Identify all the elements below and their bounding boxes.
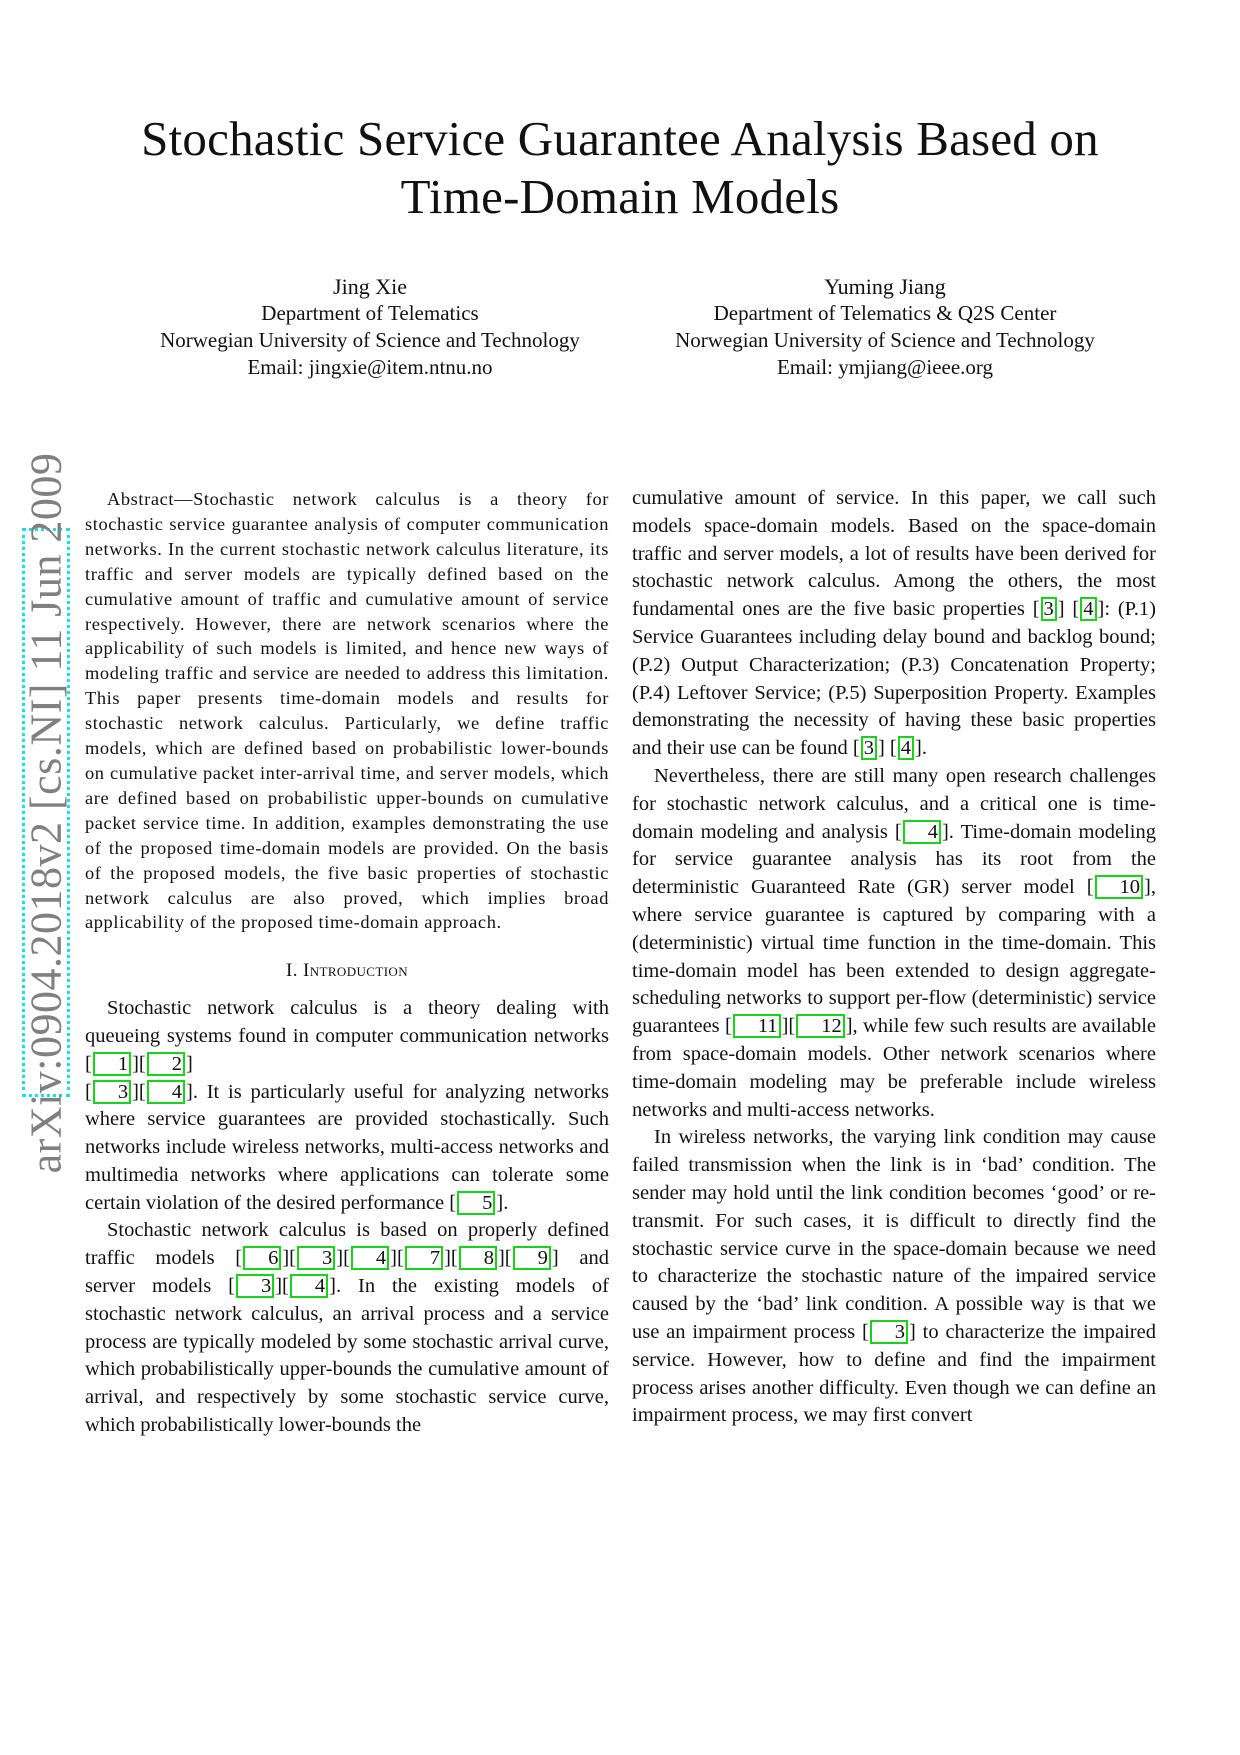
citation-link[interactable]: 3 — [870, 1320, 908, 1344]
right-column — [632, 485, 1156, 1430]
text-run: to characterize the impaired service. However, how to define and find the impairment process arises another difficulty. Even though we can define an impairment process, we may first convert — [632, 1320, 1156, 1427]
author-email: Email: ymjiang@ieee.org — [776, 355, 994, 379]
text-run: Stochastic network calculus is based on properly defined traffic models — [85, 1219, 609, 1270]
citation-link[interactable]: 10 — [1095, 875, 1144, 899]
arxiv-stamp-link[interactable] — [21, 452, 71, 1173]
text-run: . — [921, 737, 927, 760]
text-run: and server models — [85, 1247, 609, 1298]
citation-link[interactable]: 4 — [351, 1246, 389, 1270]
text-run: , while few such results are available from space-domain models. Other network scenarios where time-domain modeling may be preferable include wireless networks and multi-access networks. — [632, 1015, 1156, 1121]
citation-link[interactable]: 4 — [147, 1080, 185, 1104]
section-heading-introduction: I. Introduction — [285, 960, 409, 982]
citation-link[interactable]: 3 — [297, 1246, 335, 1270]
text-run: . It is particularly useful for analyzing networks where service guarantees are provided stochastically. Such networks include wireless networks, multi-access networks and multimedia networks where applications can tolerate some certain violation of the desired performance — [85, 1080, 609, 1214]
text-run: . In the existing models of stochastic network calculus, an arrival process and a service process are typically modeled by some stochastic arrival curve, which probabilistically upper-bounds the cumulative amount of arrival, and respectively by some stochastic service curve, which probabilistically lower-bounds the — [85, 1275, 609, 1437]
citation-link[interactable]: 9 — [513, 1246, 551, 1270]
citation-link[interactable]: 12 — [796, 1014, 845, 1038]
citation-link[interactable]: 3 — [861, 736, 877, 760]
author-university: Norwegian University of Science and Technology — [160, 328, 580, 352]
author-email: Email: jingxie@item.ntnu.no — [247, 355, 493, 379]
intro-paragraph-3: Nevertheless, there are still many open research challenges for stochastic network calculus, and a critical one is time-domain modeling and analysis [ 4 ]. Time-domain modeling for service guarantee analysis has its root from the deterministic Guaranteed Rate (GR) server model [ 10 ], where service guarantee is captured by comparing with a (deterministic) virtual time function in the time-domain. This time-domain model has been extended to design aggregate-scheduling networks to support per-flow (deterministic) service guarantees [ 11 ][ 12 ], while few such results are available from space-domain models. Other network scenarios where time-domain modeling may be preferable include wireless networks and multi-access networks. — [632, 764, 1156, 1121]
arxiv-stamp-text: arXiv:0904.2018v2 [cs.NI] 11 Jun 2009 — [21, 452, 71, 1173]
intro-paragraph-2-continued: cumulative amount of service. In this paper, we call such models space-domain models. Based on the space-domain traffic and server models, a lot of results have been derived for stochastic network calculus. Among the others, the most fundamental ones are the five basic properties [ 3 ] [ 4 ]: (P.1) Service Guarantees including delay bound and backlog bound; (P.2) Output Characterization; (P.3) Concatenation Property; (P.4) Leftover Service; (P.5) Superposition Property. Examples demonstrating the necessity of having these basic properties and their use can be found [ 3 ] [ 4 ]. — [632, 487, 1157, 760]
author-name: Jing Xie — [333, 274, 407, 299]
paper-title — [60, 110, 1180, 226]
citation-link[interactable]: 11 — [733, 1014, 781, 1038]
intro-paragraph-1: Stochastic network calculus is a theory dealing with queueing systems found in computer communication networks [ 1 ][ 2 ] [ 3 ][ 4 ]. It is particularly useful for analyzing networks where service guarantees are provided stochastically. Such networks include wireless networks, multi-access networks and multimedia networks where applications can tolerate some certain violation of the desired performance [ 5 ]. — [85, 997, 609, 1214]
author-name: Yuming Jiang — [824, 274, 946, 299]
citation-link[interactable]: 2 — [147, 1052, 185, 1076]
author-block-1 — [120, 273, 620, 381]
citation-link[interactable]: 4 — [903, 820, 941, 844]
citation-link[interactable]: 3 — [93, 1080, 131, 1104]
text-run: . Time-domain modeling for service guarantee analysis has its root from the deterministic Guaranteed Rate (GR) server model — [632, 820, 1156, 899]
citation-link[interactable]: 3 — [236, 1274, 274, 1298]
author-block-2 — [630, 273, 1140, 381]
title-line-2: Time-Domain Models — [400, 169, 840, 224]
citation-link[interactable]: 1 — [93, 1052, 131, 1076]
intro-paragraph-2: Stochastic network calculus is based on properly defined traffic models [ 6 ][ 3 ][ 4 ][ 7 ][ 8 ][ 9 ] and server models [ 3 ][ 4 ]. In the existing models of stochastic network calculus, an arrival process and a service process are typically modeled by some stochastic arrival curve, which probabilistically upper-bounds the cumulative amount of arrival, and respectively by some stochastic service curve, which probabilistically lower-bounds the — [85, 1219, 609, 1437]
text-run: , where service guarantee is captured by comparing with a (deterministic) virtual time function in the time-domain. This time-domain model has been extended to design aggregate-scheduling networks to support per-flow (deterministic) service guarantees — [632, 876, 1156, 1038]
author-department: Department of Telematics — [261, 301, 479, 325]
text-run: Stochastic network calculus is a theory dealing with queueing systems found in computer communication networks — [85, 997, 609, 1047]
text-run: Nevertheless, there are still many open research challenges for stochastic network calculus, and a critical one is time-domain modeling and analysis — [632, 764, 1156, 843]
citation-link[interactable]: 8 — [459, 1246, 497, 1270]
author-department: Department of Telematics & Q2S Center — [713, 301, 1057, 325]
citation-link[interactable]: 3 — [1041, 597, 1057, 621]
text-run: cumulative amount of service. In this paper, we call such models space-domain models. Based on the space-domain traffic and server models, a lot of results have been derived for stochastic network calculus. Among the others, the most fundamental ones are the five basic properties — [632, 487, 1156, 621]
citation-link[interactable]: 4 — [898, 736, 914, 760]
abstract: Abstract—Stochastic network calculus is a theory for stochastic service guarantee analysis of computer communication networks. In the current stochastic network calculus literature, its traffic and server models are typically defined based on the cumulative amount of traffic and cumulative amount of service respectively. However, there are network scenarios where the applicability of such models is limited, and hence new ways of modeling traffic and service are needed to address this limitation. This paper presents time-domain models and results for stochastic network calculus. Particularly, we define traffic models, which are defined based on probabilistic lower-bounds on cumulative packet inter-arrival time, and server models, which are defined based on probabilistic upper-bounds on cumulative packet service time. In addition, examples demonstrating the use of the proposed time-domain models are provided. On the basis of the proposed models, the five basic properties of stochastic network calculus are also proved, which implies broad applicability of the proposed time-domain approach. — [85, 489, 609, 933]
author-university: Norwegian University of Science and Technology — [675, 328, 1095, 352]
text-run: In wireless networks, the varying link condition may cause failed transmission when the link is in ‘bad’ condition. The sender may hold until the link condition becomes ‘good’ or re-transmit. For such cases, it is difficult to directly find the stochastic service curve in the space-domain because we need to characterize the stochastic nature of the impaired service caused by the ‘bad’ link condition. A possible way is that we use an impairment process — [632, 1126, 1156, 1343]
left-column — [85, 487, 609, 1440]
text-run: . — [503, 1191, 509, 1214]
citation-link[interactable]: 6 — [243, 1246, 281, 1270]
text-run: : (P.1) Service Guarantees including delay bound and backlog bound; (P.2) Output Characterization; (P.3) Concatenation Property; (P.4) Leftover Service; (P.5) Superposition Property. Examples demonstrating the necessity of having these basic properties and their use can be found — [632, 598, 1157, 760]
title-line-1: Stochastic Service Guarantee Analysis Based on — [141, 111, 1099, 166]
intro-paragraph-4: In wireless networks, the varying link condition may cause failed transmission when the link is in ‘bad’ condition. The sender may hold until the link condition becomes ‘good’ or re-transmit. For such cases, it is difficult to directly find the stochastic service curve in the space-domain because we need to characterize the stochastic nature of the impaired service caused by the ‘bad’ link condition. A possible way is that we use an impairment process [ 3 ] to characterize the impaired service. However, how to define and find the impairment process arises another difficulty. Even though we can define an impairment process, we may first convert — [632, 1126, 1156, 1427]
citation-link[interactable]: 4 — [1080, 597, 1096, 621]
citation-link[interactable]: 4 — [290, 1274, 328, 1298]
citation-link[interactable]: 5 — [457, 1191, 495, 1215]
citation-link[interactable]: 7 — [405, 1246, 443, 1270]
